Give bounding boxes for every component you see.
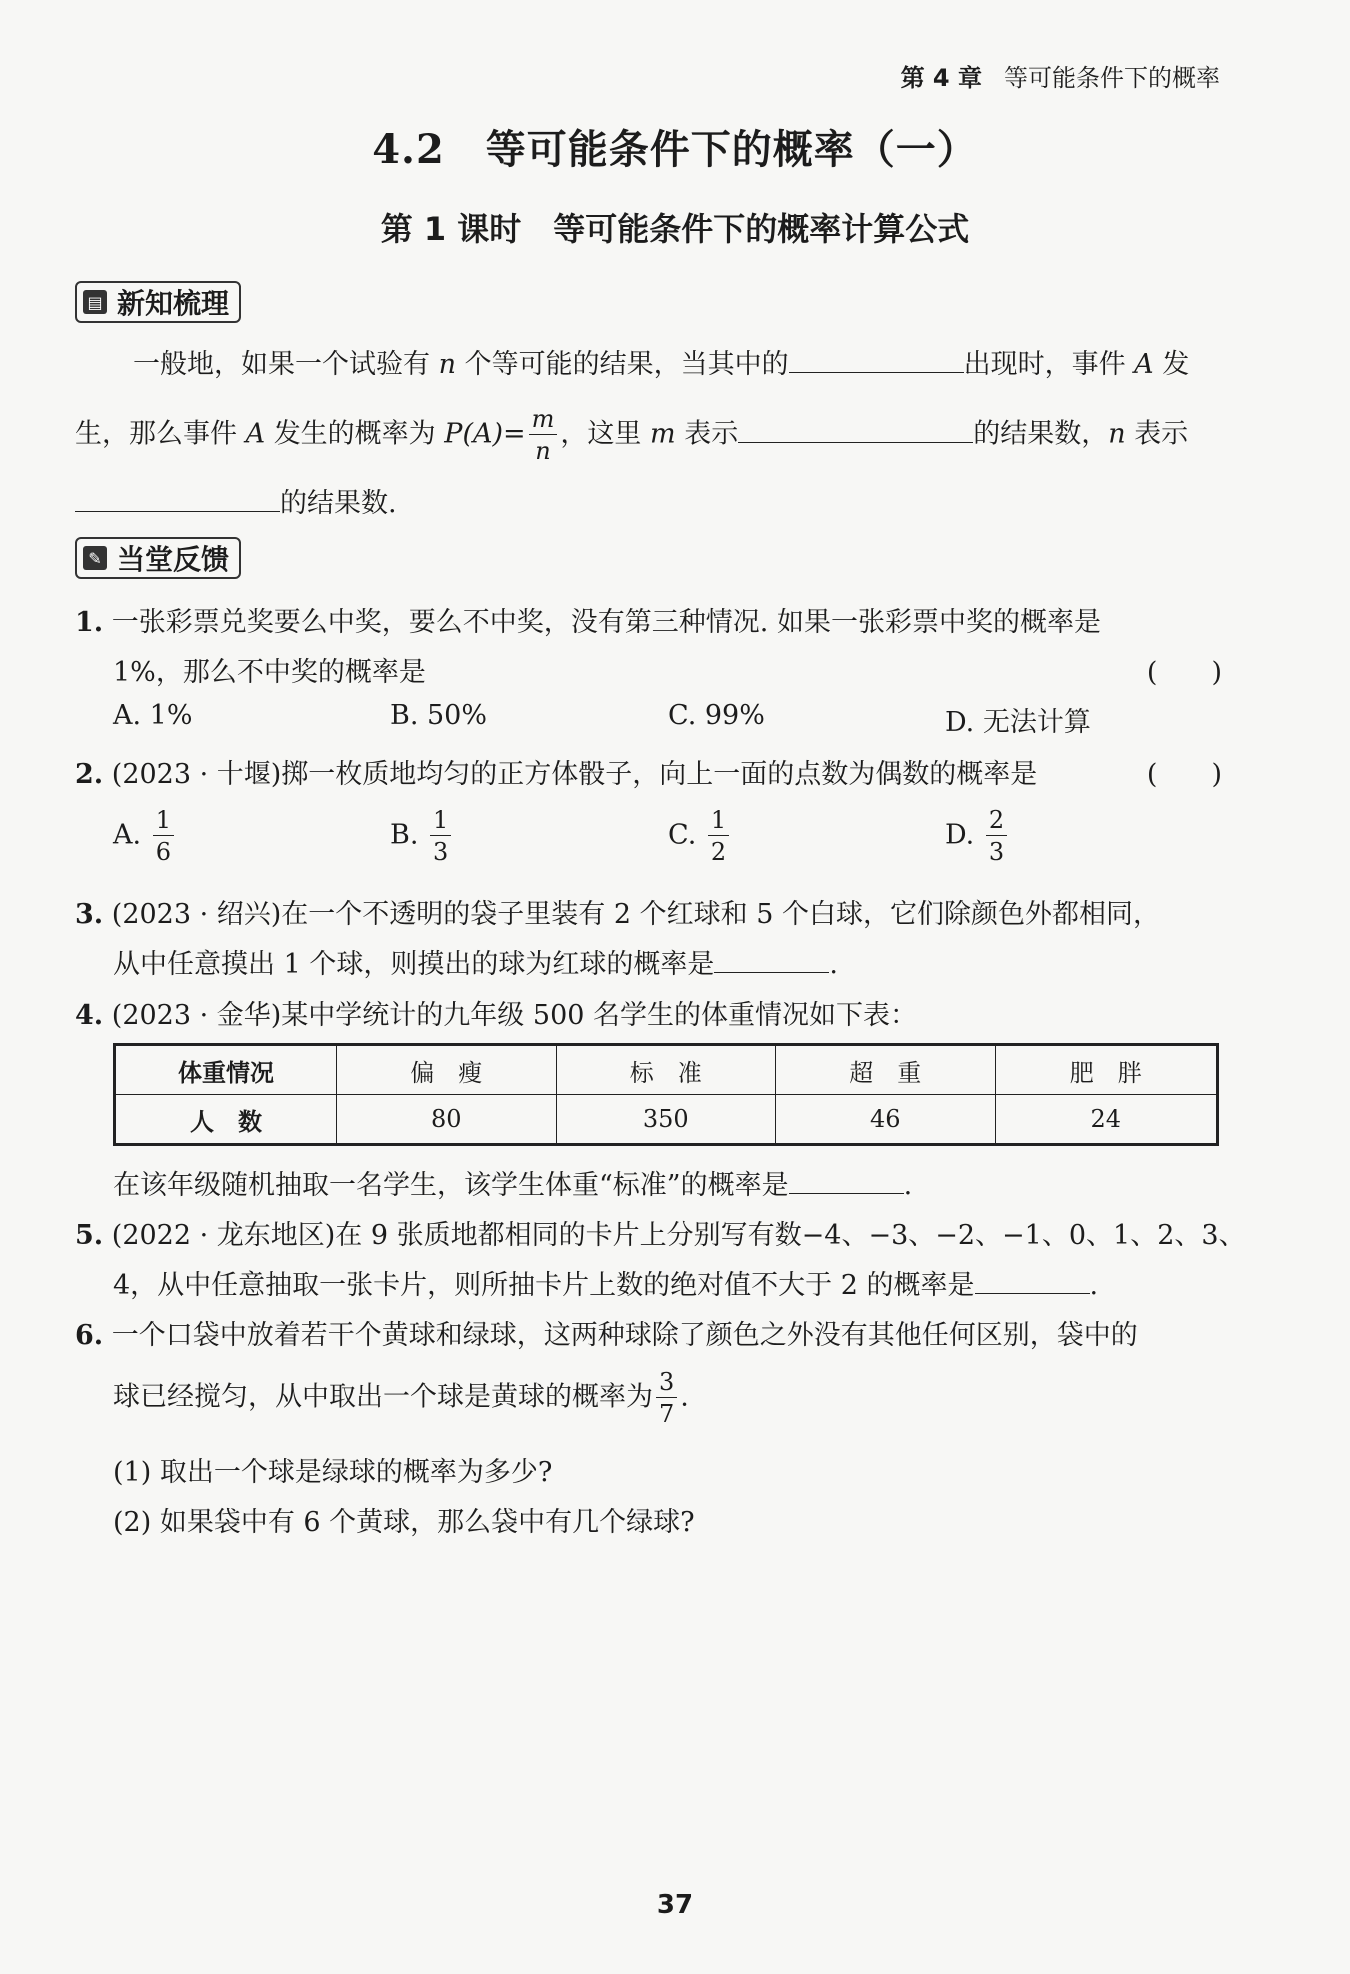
period: . — [903, 1170, 913, 1201]
option-fraction — [153, 808, 174, 864]
question-6-sub-2: (2) 如果袋中有 6 个黄球，那么袋中有几个绿球? — [113, 1507, 695, 1538]
section-tag-feedback — [75, 537, 241, 579]
answer-blank-4[interactable] — [789, 1169, 904, 1194]
period: . — [1089, 1270, 1099, 1301]
table-header-row — [115, 1045, 1218, 1095]
text: 生，那么事件 — [75, 418, 237, 450]
running-header — [901, 58, 1220, 93]
period: . — [829, 949, 838, 980]
numerator: 3 — [656, 1370, 677, 1398]
denominator: 6 — [155, 838, 171, 866]
chapter-number: 第 4 章 — [900, 64, 982, 92]
question-number: 1. — [75, 607, 104, 638]
question-5 — [75, 1213, 1246, 1252]
question-6-sub-1: (1) 取出一个球是绿球的概率为多少? — [113, 1457, 553, 1488]
fraction-m-over-n — [529, 407, 558, 463]
question-3-line-2 — [113, 942, 838, 981]
question-text: 一张彩票兑奖要么中奖，要么不中奖，没有第三种情况. 如果一张彩票中奖的概率是 — [111, 607, 1101, 638]
question-text: 一个口袋中放着若干个黄球和绿球，这两种球除了颜色之外没有其他任何区别，袋中的 — [111, 1320, 1138, 1351]
formula-P: P(A)= — [444, 418, 526, 450]
option-fraction — [708, 808, 729, 864]
question-text: 球已经搅匀，从中取出一个球是黄球的概率为 — [113, 1381, 653, 1413]
fraction-3-over-7 — [656, 1370, 677, 1426]
option-fraction — [986, 808, 1007, 864]
question-text: 从中任意摸出 1 个球，则摸出的球为红球的概率是 — [113, 949, 715, 980]
table-header-label: 体重情况 — [115, 1045, 337, 1095]
question-text: (2023 · 十堰)掷一枚质地均匀的正方体骰子，向上一面的点数为偶数的概率是 — [111, 759, 1038, 790]
section-tag-new-knowledge — [75, 281, 241, 323]
text: 表示 — [1134, 418, 1189, 450]
numerator: 2 — [986, 808, 1007, 836]
page-number: 37 — [656, 1890, 694, 1920]
text: ，这里 — [560, 418, 642, 450]
weight-table — [113, 1043, 1219, 1146]
option-2d[interactable] — [945, 808, 1010, 864]
question-4-line-2 — [113, 1163, 912, 1202]
denominator: 3 — [433, 838, 449, 866]
lesson-subtitle: 第 1 课时 等可能条件下的概率计算公式 — [380, 210, 970, 248]
text: 发 — [1162, 349, 1190, 380]
numerator: 1 — [430, 808, 451, 836]
section-tag-label: 当堂反馈 — [117, 543, 230, 576]
text: 表示 — [684, 418, 739, 450]
table-cell: 24 — [995, 1095, 1217, 1145]
text: 的结果数. — [280, 488, 397, 519]
option-1b[interactable]: B. 50% — [390, 700, 488, 731]
question-number: 6. — [75, 1320, 104, 1351]
numerator: m — [529, 407, 558, 435]
pencil-icon: ✎ — [83, 546, 107, 570]
question-5-line-2 — [113, 1263, 1098, 1302]
blank-2[interactable] — [738, 418, 973, 443]
var-n: n — [1108, 418, 1126, 450]
table-cell: 80 — [337, 1095, 557, 1145]
blank-1[interactable] — [789, 348, 964, 373]
var-A: A — [1134, 349, 1154, 380]
text: 出现时，事件 — [963, 349, 1126, 380]
answer-blank-5[interactable] — [975, 1269, 1090, 1294]
question-1-line-2 — [113, 650, 426, 689]
concept-line-1 — [133, 342, 1189, 381]
question-text: (2023 · 金华)某中学统计的九年级 500 名学生的体重情况如下表： — [111, 1000, 918, 1031]
table-header-cell: 标 准 — [556, 1045, 776, 1095]
question-6-line-2 — [113, 1370, 689, 1426]
denominator: n — [535, 437, 551, 465]
option-label: A. — [113, 819, 142, 851]
concept-line-2 — [75, 407, 1188, 463]
option-1c[interactable]: C. 99% — [668, 700, 765, 731]
text: 发生的概率为 — [273, 418, 436, 450]
option-2b[interactable] — [390, 808, 454, 864]
chapter-title: 等可能条件下的概率 — [1004, 64, 1220, 92]
answer-blank-3[interactable] — [714, 948, 829, 973]
numerator: 1 — [708, 808, 729, 836]
denominator: 3 — [988, 838, 1005, 866]
table-header-cell: 肥 胖 — [995, 1045, 1217, 1095]
question-text: (2023 · 绍兴)在一个不透明的袋子里装有 2 个红球和 5 个白球，它们除颜色外都相同， — [111, 899, 1160, 930]
question-text: 4，从中任意抽取一张卡片，则所抽卡片上数的绝对值不大于 2 的概率是 — [113, 1270, 975, 1301]
concept-line-3 — [75, 481, 397, 520]
question-4 — [75, 993, 917, 1032]
question-number: 2. — [75, 759, 104, 790]
option-label: B. — [390, 819, 419, 851]
question-6 — [75, 1313, 1138, 1352]
numerator: 1 — [153, 808, 174, 836]
option-1d[interactable]: D. 无法计算 — [945, 707, 1091, 738]
blank-3[interactable] — [75, 487, 280, 512]
denominator: 2 — [710, 838, 727, 866]
question-text: 在该年级随机抽取一名学生，该学生体重“标准”的概率是 — [113, 1170, 789, 1201]
question-number: 3. — [75, 899, 104, 930]
section-tag-label: 新知梳理 — [117, 287, 230, 320]
table-cell: 350 — [556, 1095, 776, 1145]
question-1 — [75, 600, 1101, 639]
option-1a[interactable]: A. 1% — [113, 700, 193, 731]
text: 的结果数， — [973, 418, 1109, 450]
option-2c[interactable] — [668, 808, 732, 864]
var-m: m — [650, 418, 676, 450]
question-number: 5. — [75, 1220, 104, 1251]
table-row-label: 人 数 — [115, 1095, 337, 1145]
var-n: n — [438, 349, 456, 380]
var-A: A — [245, 418, 266, 450]
option-label: D. — [945, 819, 975, 851]
period: . — [680, 1381, 689, 1413]
table-header-cell: 超 重 — [776, 1045, 996, 1095]
answer-paren-2[interactable]: ( ) — [1146, 759, 1222, 790]
text: 个等可能的结果，当其中的 — [464, 349, 789, 380]
question-text: 1%，那么不中奖的概率是 — [113, 657, 426, 688]
text: 一般地，如果一个试验有 — [133, 349, 430, 380]
option-fraction — [430, 808, 451, 864]
question-2 — [75, 752, 1037, 791]
book-icon: ▤ — [83, 290, 107, 314]
table-cell: 46 — [776, 1095, 996, 1145]
table-row — [115, 1095, 1218, 1145]
table-header-cell: 偏 瘦 — [337, 1045, 557, 1095]
option-2a[interactable] — [113, 808, 177, 864]
answer-paren-1[interactable]: ( ) — [1146, 657, 1222, 688]
option-label: C. — [668, 819, 697, 851]
question-3 — [75, 892, 1160, 931]
section-title: 4.2 等可能条件下的概率（一） — [372, 126, 978, 173]
question-number: 4. — [75, 1000, 104, 1031]
question-text: (2022 · 龙东地区)在 9 张质地都相同的卡片上分别写有数−4、−3、−2、−1、0、1、2、3、 — [111, 1220, 1246, 1251]
denominator: 7 — [659, 1400, 675, 1428]
